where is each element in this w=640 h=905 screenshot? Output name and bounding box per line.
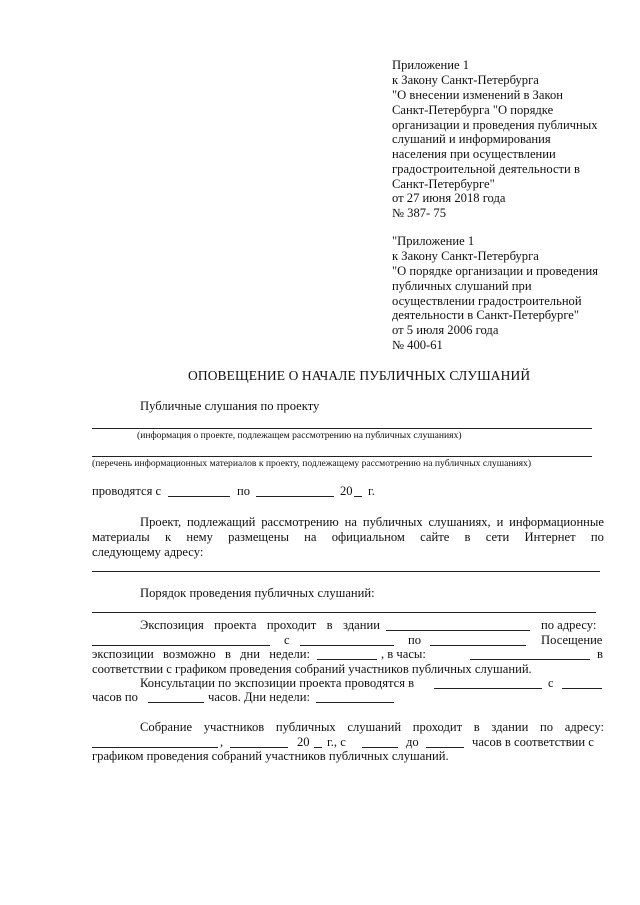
word: адресу: <box>564 720 604 734</box>
appendix-new-line: от 27 июня 2018 года <box>392 191 506 205</box>
dates-held-from: проводятся с <box>92 484 162 498</box>
appendix-new-line: к Закону Санкт-Петербурга <box>392 73 539 87</box>
word: дни <box>240 647 261 661</box>
word: и <box>496 515 504 529</box>
word: проходит <box>266 618 317 632</box>
exposition-hours-field[interactable] <box>470 659 590 660</box>
materials-fill-line[interactable] <box>92 456 592 457</box>
word: Экспозиция <box>140 618 204 632</box>
appendix-new-line: слушаний и информирования <box>392 132 551 146</box>
appendix-new-line: Приложение 1 <box>392 58 470 72</box>
consult-to-field[interactable] <box>148 702 204 703</box>
consult-from-field[interactable] <box>562 688 602 689</box>
consult-place-field[interactable] <box>434 688 542 689</box>
exposition-line-1 <box>140 618 380 632</box>
exposition-visit-label: Посещение <box>541 633 603 647</box>
word: на <box>304 530 317 544</box>
site-paragraph-line-3: следующему адресу: <box>92 545 204 559</box>
word: информационные <box>509 515 604 529</box>
appendix-new-line: Санкт-Петербурга "О порядке <box>392 103 554 117</box>
meeting-from-label: г., с <box>327 735 346 749</box>
word: здании <box>491 720 529 734</box>
word: официальном <box>331 530 405 544</box>
word: подлежащий <box>186 515 256 529</box>
word: по <box>590 530 604 544</box>
word: Собрание <box>140 720 193 734</box>
meeting-address-field[interactable] <box>92 747 218 748</box>
word: в <box>326 618 333 632</box>
word: возможно <box>163 647 216 661</box>
appendix-new-number: № 387- 75 <box>392 206 446 220</box>
word: экспозиции <box>92 647 154 661</box>
consult-days-label: часов. Дни недели: <box>208 690 310 704</box>
exposition-address-label: по адресу: <box>541 618 597 632</box>
word: рассмотрению <box>261 515 339 529</box>
comma-separator: , <box>220 735 224 749</box>
word: здании <box>343 618 380 632</box>
project-label: Публичные слушания по проекту <box>140 399 320 413</box>
appendix-old-line: к Закону Санкт-Петербурга <box>392 249 539 263</box>
word: слушаниях, <box>428 515 491 529</box>
materials-caption: (перечень информационных материалов к проекту, подлежащему рассмотрению на публичных слушаниях) <box>92 458 532 469</box>
exposition-to-field[interactable] <box>430 645 526 646</box>
consult-hours-to-label: часов по <box>92 690 138 704</box>
word: публичных <box>362 515 423 529</box>
dates-year: 20 <box>340 484 353 498</box>
exposition-to-label: по <box>408 633 422 647</box>
appendix-new-line: Санкт-Петербурге" <box>392 177 495 191</box>
appendix-old-line: "Приложение 1 <box>392 234 475 248</box>
meeting-year: 20 <box>297 735 310 749</box>
exposition-address-field[interactable] <box>92 645 270 646</box>
appendix-old-line: деятельности в Санкт-Петербурге" <box>392 308 580 322</box>
document-title: ОПОВЕЩЕНИЕ О НАЧАЛЕ ПУБЛИЧНЫХ СЛУШАНИЙ <box>188 368 531 383</box>
appendix-new-line: "О внесении изменений в Закон <box>392 88 563 102</box>
appendix-old-line: "О порядке организации и проведения <box>392 264 599 278</box>
exposition-in-label: в <box>597 647 603 661</box>
consult-days-field[interactable] <box>316 702 394 703</box>
exposition-building-field[interactable] <box>386 630 530 631</box>
consult-from-label: с <box>548 676 554 690</box>
consult-line-1: Консультации по экспозиции проекта проводятся в <box>140 676 415 690</box>
meeting-from-field[interactable] <box>362 747 398 748</box>
word: нему <box>186 530 213 544</box>
meeting-to-field[interactable] <box>426 747 464 748</box>
project-caption: (информация о проекте, подлежащем рассмотрению на публичных слушаниях) <box>137 430 462 441</box>
exposition-from-field[interactable] <box>300 645 394 646</box>
exposition-line-3 <box>92 647 310 661</box>
word: на <box>344 515 358 529</box>
appendix-new-line: населения при осуществлении <box>392 147 556 161</box>
word: сети <box>485 530 510 544</box>
meeting-year-field[interactable] <box>314 747 322 748</box>
appendix-new-line: градостроительной деятельности в <box>392 162 580 176</box>
meeting-to-label: до <box>406 735 419 749</box>
word: к <box>164 530 172 544</box>
word: в <box>473 720 480 734</box>
word: слушаний <box>347 720 402 734</box>
dates-to: по <box>237 484 251 498</box>
word: проходит <box>412 720 463 734</box>
year-field[interactable] <box>354 496 362 497</box>
meeting-date-field[interactable] <box>230 747 288 748</box>
word: сайте <box>420 530 450 544</box>
site-paragraph-line-2 <box>92 530 604 544</box>
dates-year-suffix: г. <box>368 484 375 498</box>
site-address-field[interactable] <box>92 571 600 572</box>
appendix-old-line: публичных слушаний при <box>392 279 532 293</box>
order-label: Порядок проведения публичных слушаний: <box>140 586 375 600</box>
exposition-line-4: соответствии с графиком проведения собраний участников публичных слушаний. <box>92 662 532 676</box>
meeting-line-1 <box>140 720 604 734</box>
word: в <box>224 647 231 661</box>
word: проекта <box>214 618 257 632</box>
appendix-new-line: организации и проведения публичных <box>392 118 598 132</box>
exposition-hours-label: , в часы: <box>381 647 426 661</box>
word: публичных <box>275 720 336 734</box>
word: недели: <box>269 647 310 661</box>
project-fill-line[interactable] <box>92 428 592 429</box>
order-fill-line[interactable] <box>92 612 596 613</box>
word: по <box>540 720 554 734</box>
meeting-hours-label: часов в соответствии с <box>472 735 594 749</box>
date-to-field[interactable] <box>256 496 334 497</box>
exposition-days-field[interactable] <box>317 659 377 660</box>
site-paragraph-line-1 <box>140 515 604 529</box>
exposition-from-label: с <box>284 633 290 647</box>
word: Интернет <box>524 530 576 544</box>
word: размещены <box>228 530 289 544</box>
word: участников <box>203 720 265 734</box>
appendix-old-number: № 400-61 <box>392 338 443 352</box>
date-from-field[interactable] <box>168 496 230 497</box>
meeting-line-3: графиком проведения собраний участников публичных слушаний. <box>92 749 449 763</box>
word: в <box>464 530 471 544</box>
word: материалы <box>92 530 150 544</box>
word: Проект, <box>140 515 182 529</box>
appendix-old-line: осуществлении градостроительной <box>392 294 582 308</box>
appendix-old-line: от 5 июля 2006 года <box>392 323 499 337</box>
